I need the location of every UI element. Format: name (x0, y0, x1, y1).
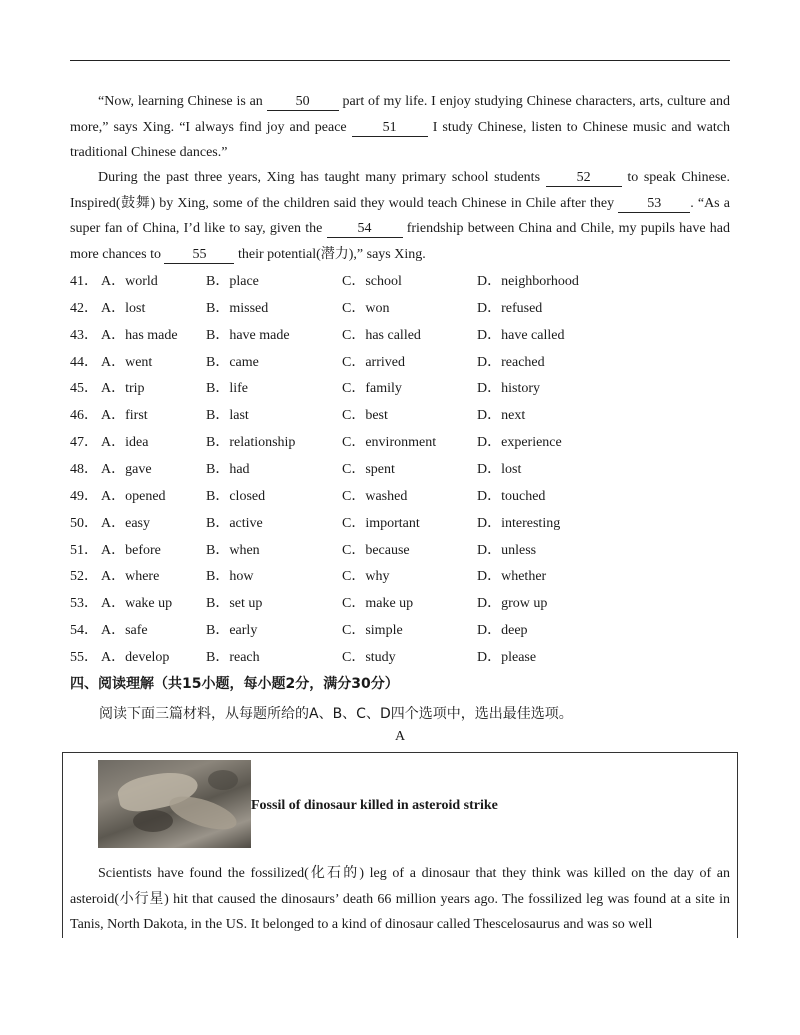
question-row (70, 541, 730, 561)
option-c: C．best (342, 408, 388, 424)
option-c: C．spent (342, 461, 395, 477)
question-row (70, 406, 730, 426)
option-b: B．set up (206, 596, 263, 612)
question-number: 51． (70, 542, 98, 558)
article-text: Scientists have found the fossilized(化石的) leg of a dinosaur that they think was killed on the day of an asteroid(小行星) hit that caused the dinosaurs’ death 66 million years ago. The fossilized leg was found at a site in Tanis, North Dakota, in the US. It belonged to a kind of dinosaur called Thescelosaurus and was so well (70, 866, 730, 932)
option-d: D．next (477, 408, 526, 424)
option-d: D．lost (477, 461, 522, 477)
option-d: D．experience (477, 435, 562, 451)
blank-50: 50 (267, 94, 339, 111)
passage-text: . “As a super fan of China, I’d like to say, given the (70, 195, 730, 236)
question-number: 43． (70, 327, 98, 343)
option-b: B．had (206, 461, 250, 477)
option-b: B．last (206, 408, 249, 424)
question-number: 53． (70, 596, 98, 612)
option-a: A．trip (101, 381, 145, 397)
option-d: D．refused (477, 300, 543, 316)
option-b: B．reach (206, 649, 260, 665)
option-c: C．washed (342, 488, 408, 504)
option-d: D．history (477, 381, 540, 397)
passage-text: During the past three years, Xing has taught many primary school students (98, 170, 546, 185)
passage-text: “Now, learning Chinese is an (98, 94, 267, 109)
question-number: 44． (70, 354, 98, 370)
question-number: 46． (70, 408, 98, 424)
option-d: D．unless (477, 542, 537, 558)
option-b: B．missed (206, 300, 269, 316)
option-d: D．neighborhood (477, 274, 579, 289)
option-a: A．gave (101, 461, 152, 477)
blank-51: 51 (352, 120, 428, 137)
option-c: C．has called (342, 327, 421, 343)
blank-52: 52 (546, 170, 622, 187)
option-c: C．school (342, 274, 402, 289)
fossil-photo (98, 760, 251, 848)
option-d: D．deep (477, 623, 528, 639)
question-row (70, 379, 730, 399)
question-number: 48． (70, 461, 98, 477)
question-number: 41． (70, 274, 98, 289)
article-title: Fossil of dinosaur killed in asteroid strike (251, 798, 498, 813)
option-a: A．where (101, 569, 160, 585)
option-a: A．has made (101, 327, 178, 343)
option-b: B．how (206, 569, 254, 585)
option-c: C．important (342, 515, 420, 531)
section-heading: 四、阅读理解（共15小题，每小题2分，满分30分） (70, 676, 399, 692)
question-row (70, 487, 730, 507)
option-b: B．when (206, 542, 260, 558)
option-c: C．simple (342, 623, 403, 639)
blank-55: 55 (164, 247, 234, 264)
question-row (70, 514, 730, 534)
question-row (70, 621, 730, 641)
option-a: A．went (101, 354, 153, 370)
passage-text: part of my life. I enjoy studying Chinese characters, arts, culture and more,” says Xing. “I always find joy and peace (70, 94, 730, 135)
option-c: C．why (342, 569, 390, 585)
passage-text: their potential(潜力),” says Xing. (234, 246, 426, 262)
passage-paragraph-1 (70, 89, 730, 166)
option-b: B．closed (206, 488, 266, 504)
option-b: B．place (206, 274, 259, 289)
option-d: D．have called (477, 327, 565, 343)
option-c: C．environment (342, 435, 437, 451)
option-d: D．reached (477, 354, 545, 370)
option-b: B．active (206, 515, 263, 531)
question-number: 52． (70, 569, 98, 585)
question-number: 54． (70, 623, 98, 639)
passage-text: friendship between China and Chile, my pupils have had more chances to (70, 221, 730, 262)
question-row (70, 272, 730, 292)
option-b: B．have made (206, 327, 290, 343)
question-number: 42． (70, 300, 98, 316)
question-row (70, 460, 730, 480)
option-c: C．family (342, 381, 402, 397)
option-d: D．grow up (477, 596, 548, 612)
question-number: 50． (70, 515, 98, 531)
option-b: B．early (206, 623, 258, 639)
passage-text: I study Chinese, listen to Chinese music and watch traditional Chinese dances.” (70, 119, 730, 160)
question-row (70, 648, 730, 668)
question-number: 45． (70, 381, 98, 397)
option-a: A．first (101, 408, 148, 424)
option-a: A．easy (101, 515, 150, 531)
passage-letter: A (394, 729, 406, 744)
question-number: 55． (70, 649, 98, 665)
option-c: C．won (342, 300, 390, 316)
option-a: A．lost (101, 300, 146, 316)
passage-paragraph-2 (70, 165, 730, 267)
question-number: 49． (70, 488, 98, 504)
question-row (70, 326, 730, 346)
option-a: A．wake up (101, 596, 173, 612)
header-rule (70, 60, 730, 61)
option-a: A．world (101, 274, 158, 289)
option-d: D．please (477, 649, 537, 665)
option-a: A．develop (101, 649, 170, 665)
question-row (70, 299, 730, 319)
option-d: D．whether (477, 569, 547, 585)
blank-54: 54 (327, 221, 403, 238)
option-c: C．because (342, 542, 410, 558)
option-d: D．interesting (477, 515, 561, 531)
question-number: 47． (70, 435, 98, 451)
option-d: D．touched (477, 488, 546, 504)
passage-text: to speak Chinese. Inspired(鼓舞) by Xing, some of the children said they would teach Chinese in Chile after they (70, 170, 730, 211)
option-c: C．arrived (342, 354, 405, 370)
blank-53: 53 (618, 196, 690, 213)
question-row (70, 433, 730, 453)
option-c: C．study (342, 649, 396, 665)
question-row (70, 567, 730, 587)
option-c: C．make up (342, 596, 414, 612)
option-b: B．relationship (206, 435, 296, 451)
question-row (70, 594, 730, 614)
option-b: B．came (206, 354, 259, 370)
option-a: A．safe (101, 623, 148, 639)
option-a: A．before (101, 542, 161, 558)
option-a: A．idea (101, 435, 149, 451)
option-b: B．life (206, 381, 248, 397)
section-instruction: 阅读下面三篇材料，从每题所给的A、B、C、D四个选项中，选出最佳选项。 (99, 706, 573, 722)
question-row (70, 353, 730, 373)
option-a: A．opened (101, 488, 166, 504)
